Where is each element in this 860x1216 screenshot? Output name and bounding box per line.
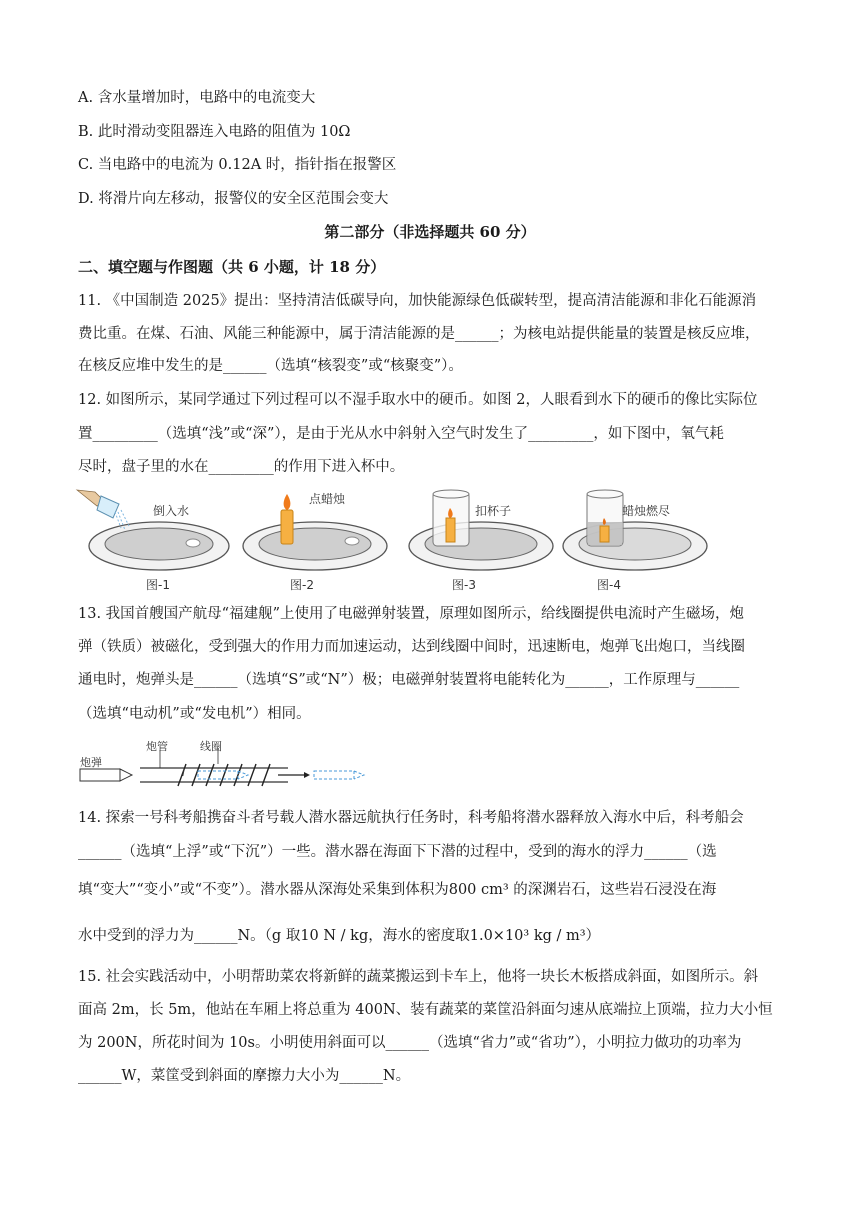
- q11-line: 费比重。在煤、石油、风能三种能源中，属于清洁能源的是______；为核电站提供能量的装置是核反应堆，: [78, 326, 760, 342]
- fig3-caption: 扣杯子: [475, 504, 512, 518]
- tube-label: 炮管: [146, 740, 168, 753]
- option-c: C. 当电路中的电流为 0.12A 时，指针指在报警区: [78, 157, 397, 173]
- option-a: A. 含水量增加时，电路中的电流变大: [78, 90, 316, 106]
- option-d: D. 将滑片向左移动，报警仪的安全区范围会变大: [78, 191, 389, 207]
- q14-line: 填“变大”“变小”或“不变”）。潜水器从深海处采集到体积为800 cm³ 的深渊岩石，这些岩石浸没在海: [78, 882, 717, 898]
- q15-line: 为 200N，所花时间为 10s。小明使用斜面可以______（选填“省力”或“省功”），小明拉力做功的功率为: [78, 1035, 742, 1051]
- q12-line: 12. 如图所示，某同学通过下列过程可以不湿手取水中的硬币。如图 2，人眼看到水下的硬币的像比实际位: [78, 392, 758, 408]
- q13-line: 13. 我国首艘国产航母“福建舰”上使用了电磁弹射装置，原理如图所示，给线圈提供电流时产生磁场，炮: [78, 606, 744, 622]
- fig1-caption: 倒入水: [153, 504, 190, 518]
- part2-title: 第二部分（非选择题共 60 分）: [324, 223, 536, 241]
- q13-line: 通电时，炮弹头是______（选填“S”或“N”）极；电磁弹射装置将电能转化为______，工作原理与______: [78, 672, 740, 688]
- fig4-label: 图-4: [597, 578, 621, 592]
- q11-line: 11. 《中国制造 2025》提出：坚持清洁低碳导向，加快能源绿色低碳转型，提高清洁能源和非化石能源消: [78, 293, 757, 309]
- q13-line: （选填“电动机”或“发电机”）相同。: [78, 706, 311, 722]
- shell-label: 炮弹: [80, 756, 102, 769]
- q15-line: 15. 社会实践活动中，小明帮助菜农将新鲜的蔬菜搬运到卡车上，他将一块长木板搭成斜面，如图所示。斜: [78, 969, 759, 985]
- section-title: 二、填空题与作图题（共 6 小题，计 18 分）: [78, 258, 386, 276]
- shell-icon: [80, 769, 132, 781]
- fig1-label: 图-1: [146, 578, 170, 592]
- option-b: B. 此时滑动变阻器连入电路的阻值为 10Ω: [78, 124, 351, 140]
- q14-line: 14. 探索一号科考船携奋斗者号载人潜水器远航执行任务时，科考船将潜水器释放入海水中后，科考船会: [78, 810, 744, 826]
- q15-line: ______W，菜筐受到斜面的摩擦力大小为______N。: [78, 1068, 411, 1084]
- catapult-figure: [78, 736, 378, 788]
- current-label: I: [182, 768, 185, 779]
- fig3-label: 图-3: [452, 578, 476, 592]
- coil-label: 线圈: [200, 740, 222, 753]
- q11-line: 在核反应堆中发生的是______（选填“核裂变”或“核聚变”）。: [78, 358, 463, 374]
- fig2-label: 图-2: [290, 578, 314, 592]
- q12-line: 尽时，盘子里的水在_________的作用下进入杯中。: [78, 459, 405, 475]
- q12-line: 置_________（选填“浅”或“深”），是由于光从水中斜射入空气时发生了_________，如下图中，氧气耗: [78, 426, 724, 442]
- fig2-caption: 点蜡烛: [309, 492, 346, 506]
- q15-line: 面高 2m，长 5m，他站在车厢上将总重为 400N、装有蔬菜的菜筐沿斜面匀速从底端拉上顶端，拉力大小恒: [78, 1002, 773, 1018]
- q14-line: ______（选填“上浮”或“下沉”）一些。潜水器在海面下下潜的过程中，受到的海水的浮力______（选: [78, 844, 717, 860]
- q13-line: 弹（铁质）被磁化，受到强大的作用力而加速运动，达到线圈中间时，迅速断电，炮弹飞出炮口，当线圈: [78, 639, 745, 655]
- fig4-caption: 蜡烛燃尽: [622, 504, 671, 518]
- q14-line: 水中受到的浮力为______N。（g 取10 N / kg，海水的密度取1.0×10³ kg / m³）: [78, 928, 601, 944]
